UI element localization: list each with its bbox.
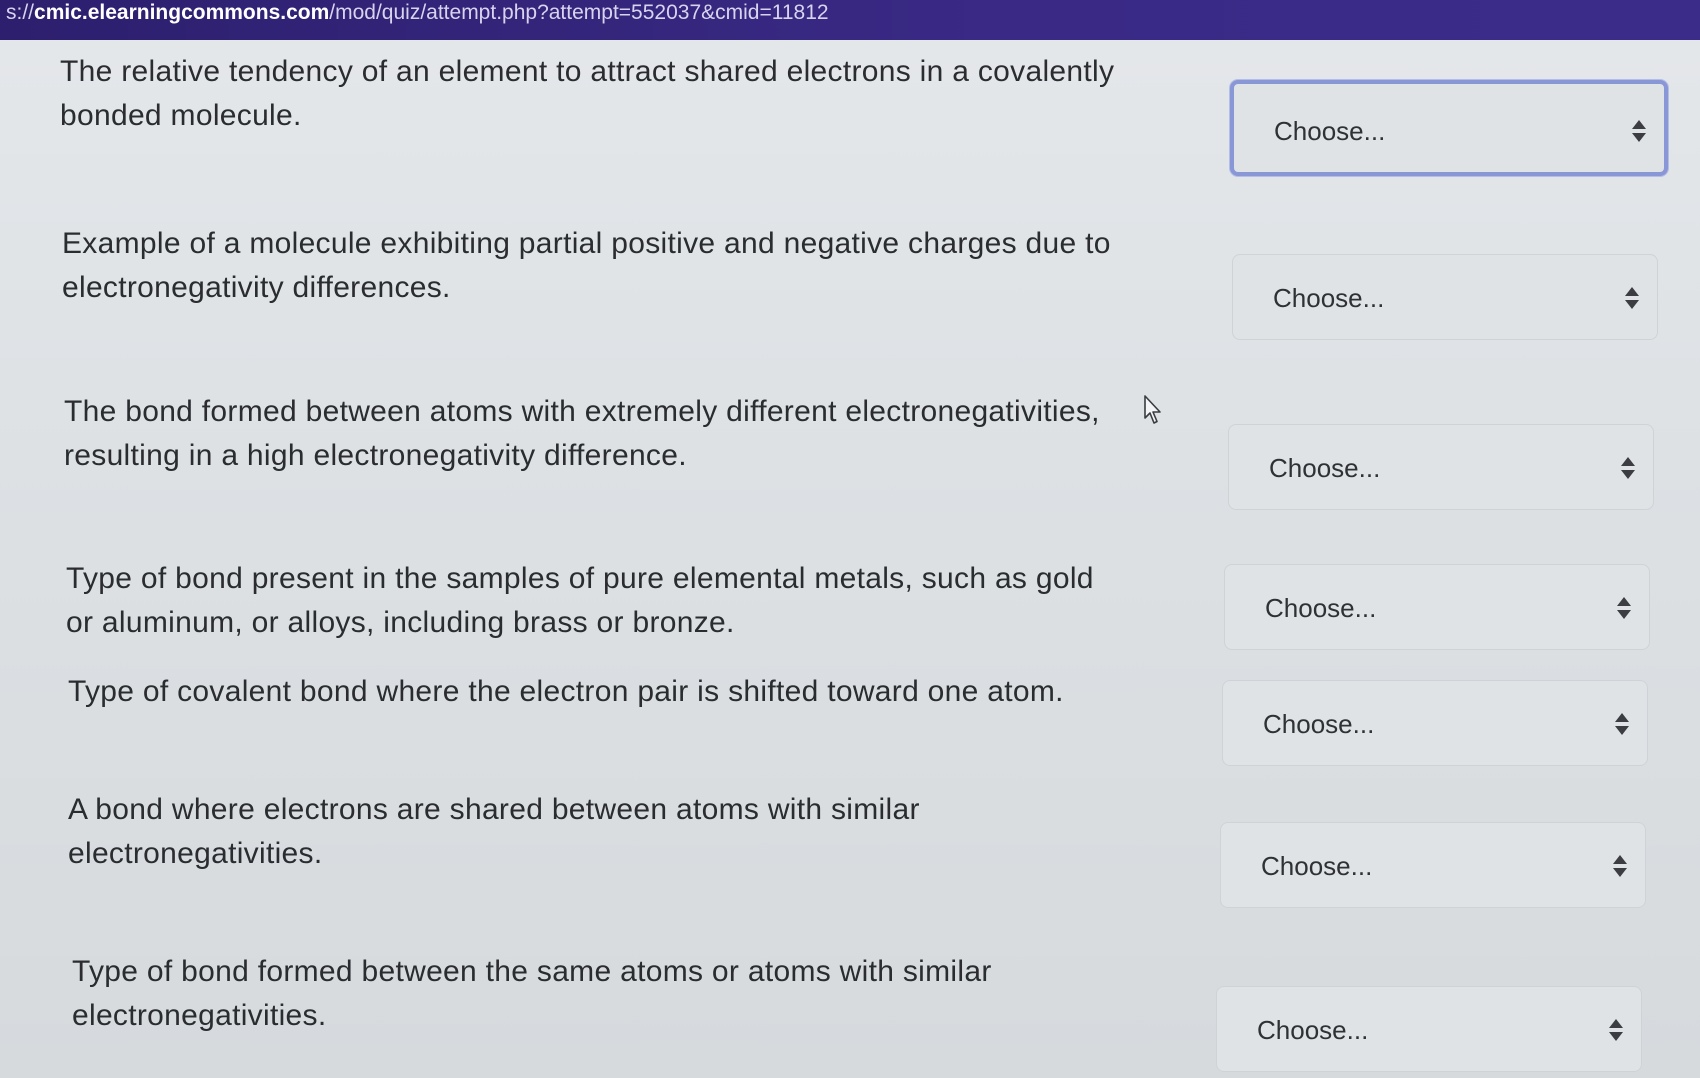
select-value: Choose... [1265,593,1377,623]
quiz-content [0,40,1700,1078]
mouse-pointer-icon [1143,394,1165,426]
browser-url-bar[interactable] [0,0,1700,40]
sort-arrows-icon [1609,1019,1623,1041]
sort-arrows-icon [1617,597,1631,619]
select-value: Choose... [1261,851,1373,881]
question-text: Type of covalent bond where the electron pair is shifted toward one atom. [68,675,1064,708]
answer-select[interactable] [1228,424,1654,510]
question-text: Type of bond present in the samples of pure elemental metals, such as gold or aluminum, or alloys, including brass or bronze. [66,562,1094,639]
sort-arrows-icon [1625,287,1639,309]
url-host: cmic.elearningcommons.com [34,1,330,24]
select-value: Choose... [1263,709,1375,739]
question-text: Example of a molecule exhibiting partial positive and negative charges due to electronegativity differences. [62,227,1111,304]
select-value: Choose... [1257,1015,1369,1045]
question-text: The bond formed between atoms with extremely different electronegativities, resulting in a high electronegativity difference. [64,395,1100,472]
answer-select[interactable] [1216,986,1642,1072]
sort-arrows-icon [1613,855,1627,877]
url-prefix: s:// [6,1,35,24]
sort-arrows-icon [1621,457,1635,479]
question-text: A bond where electrons are shared between atoms with similar electronegativities. [68,793,920,870]
select-value: Choose... [1273,283,1385,313]
question-text: Type of bond formed between the same atoms or atoms with similar electronegativities. [72,955,992,1032]
select-value: Choose... [1274,116,1386,146]
sort-arrows-icon [1632,120,1646,142]
answer-select[interactable] [1222,680,1648,766]
answer-select[interactable] [1232,254,1658,340]
answer-select[interactable] [1220,822,1646,908]
select-value: Choose... [1269,453,1381,483]
question-text: The relative tendency of an element to attract shared electrons in a covalently bonded molecule. [60,55,1115,132]
answer-select[interactable] [1230,80,1668,176]
url-path: /mod/quiz/attempt.php?attempt=552037&cmid=11812 [329,1,829,24]
sort-arrows-icon [1615,713,1629,735]
answer-select[interactable] [1224,564,1650,650]
